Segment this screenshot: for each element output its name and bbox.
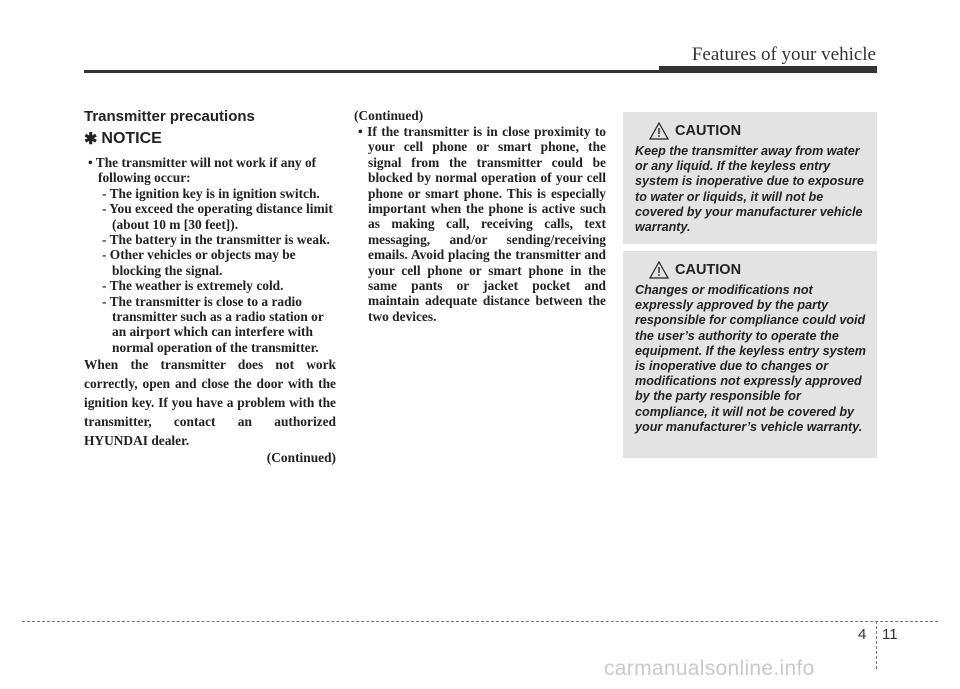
chapter-number: 4 — [858, 626, 867, 643]
condition-item: - You exceed the operating distance limit (about 10 m [30 feet]). — [102, 201, 333, 232]
condition-item: - The weather is extremely cold. — [102, 278, 284, 294]
warning-triangle-icon — [649, 122, 669, 140]
notice-body — [84, 155, 336, 355]
caution-box-modifications — [623, 251, 877, 458]
footer-rule — [22, 621, 938, 622]
caution-text: Changes or modifications not expressly approved by the party responsible for compliance could void the user’s authority to operate the equipment. If the keyless entry system is inoperative due to changes or modifications not expressly approved by the party responsible for compliance, it will not be covered by your manufacturer’s vehicle warranty. — [635, 283, 866, 434]
footer-divider — [876, 621, 877, 669]
continued-label: (Continued) — [266, 450, 336, 466]
continued-heading: (Continued) — [354, 108, 424, 123]
caution-label: CAUTION — [675, 123, 742, 139]
middle-column — [354, 108, 606, 324]
left-column — [84, 108, 336, 466]
notice-label: NOTICE — [101, 130, 162, 147]
proximity-bullet: • If the transmitter is in close proximity to your cell phone or smart phone, the signal from the transmitter could be blocked by normal operation of your cell phone or smart phone. This is especially important when the phone is active such as making call, receiving calls, text messaging, and/or sending/receiving emails. Avoid placing the transmitter and your cell phone or smart phone in the same pants or jacket pocket and maintain adequate distance between the two devices. — [358, 124, 606, 324]
notice-heading — [84, 129, 336, 149]
page-header-title: Features of your vehicle — [691, 44, 876, 65]
notice-paragraph: When the transmitter does not work correctly, open and close the door with the ignition key. If you have a problem with the transmitter, contact an authorized HYUNDAI dealer. — [84, 357, 336, 449]
notice-bullet: • The transmitter will not work if any of following occur: — [88, 155, 317, 186]
condition-item: - Other vehicles or objects may be blocking the signal. — [102, 247, 296, 278]
caution-heading — [649, 122, 867, 140]
caution-text: Keep the transmitter away from water or any liquid. If the keyless entry system is inoperative due to exposure to water or liquids, it will not be covered by your manufacturer vehicle warranty. — [635, 144, 864, 235]
caution-box-water — [623, 112, 877, 244]
warning-triangle-icon — [649, 261, 669, 279]
header-rule-accent — [659, 66, 877, 73]
condition-item: - The ignition key is in ignition switch. — [102, 185, 320, 201]
header-rule — [84, 70, 659, 73]
caution-heading — [649, 261, 867, 279]
star-icon: ✱ — [84, 131, 98, 148]
caution-label: CAUTION — [675, 262, 742, 278]
condition-item: - The battery in the transmitter is weak. — [102, 232, 330, 248]
condition-item: - The transmitter is close to a radio transmitter such as a radio station or an airport which can interfere with normal operation of the transmitter. — [102, 293, 324, 355]
page-number: 11 — [882, 626, 898, 643]
watermark: carmanualsonline.info — [604, 657, 815, 680]
section-title: Transmitter precautions — [84, 108, 255, 125]
